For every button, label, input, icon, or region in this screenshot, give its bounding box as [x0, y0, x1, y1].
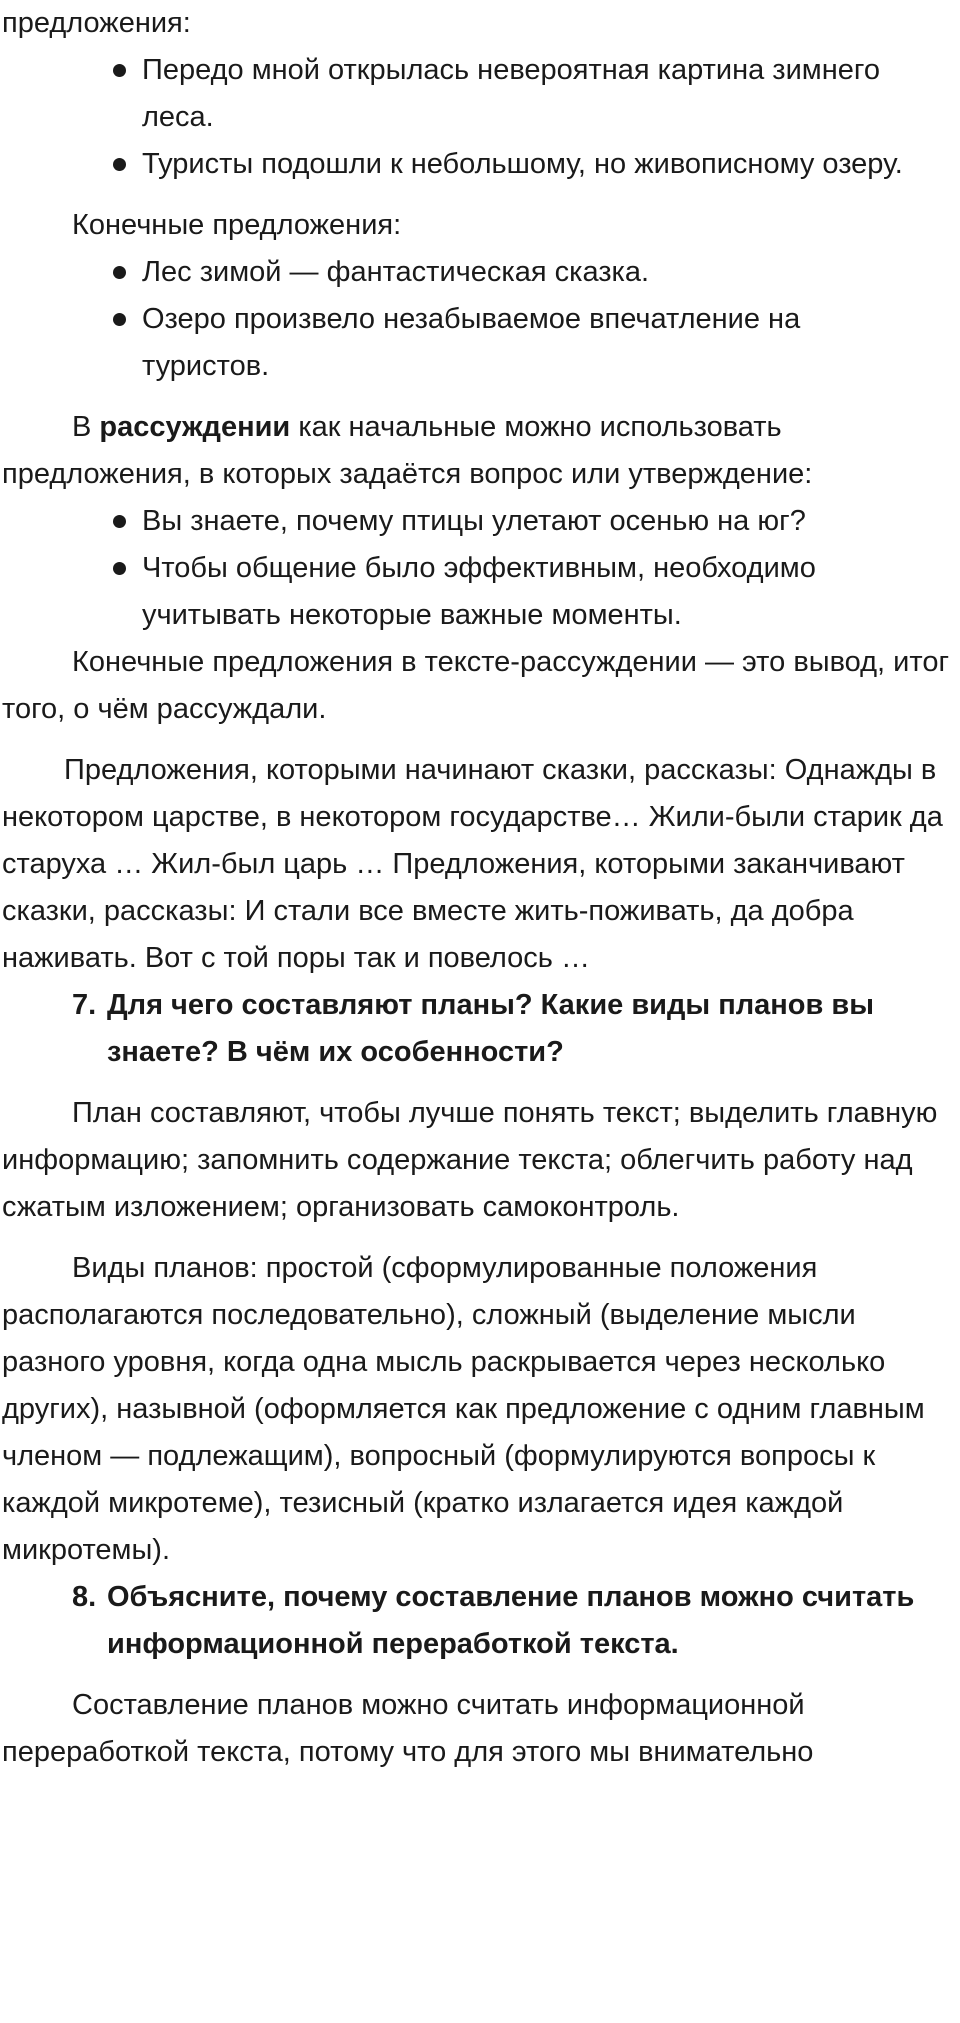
list-item: Лес зимой — фантастическая сказка.	[142, 249, 960, 296]
text-span: В	[72, 411, 100, 443]
paragraph-intro-tail: предложения:	[2, 7, 191, 39]
question-number: 8.	[72, 1581, 97, 1613]
bullet-list-final-sentences	[2, 249, 960, 390]
paragraph-final-label: Конечные предложения:	[72, 209, 402, 241]
question-number: 7.	[72, 989, 97, 1021]
bullet-list-initial-sentences	[2, 47, 960, 188]
paragraph-tales: Предложения, которыми начинают сказки, рассказы: Однажды в некотором царстве, в некотором государстве… Жили-были старик да старуха … Жил-был царь … Предложения, которыми заканчивают сказки, рассказы: И стали все вместе жить-поживать, да добра наживать. Вот с той поры так и повелось …	[2, 754, 943, 974]
question-8	[2, 1574, 960, 1668]
paragraph-answer-8: Составление планов можно считать информационной переработкой текста, потому что для этого мы внимательно	[2, 1689, 814, 1768]
list-item: Чтобы общение было эффективным, необходимо учитывать некоторые важные моменты.	[142, 545, 960, 639]
question-heading	[2, 1574, 960, 1668]
question-heading	[2, 982, 960, 1076]
list-item: Озеро произвело незабываемое впечатление на туристов.	[142, 296, 960, 390]
paragraph-reasoning-final: Конечные предложения в тексте-рассуждении — это вывод, итог того, о чём рассуждали.	[2, 646, 950, 725]
list-item: Вы знаете, почему птицы улетают осенью на юг?	[142, 498, 960, 545]
bold-term-reasoning: рассуждении	[99, 411, 291, 443]
question-7	[2, 982, 960, 1076]
list-item: Передо мной открылась невероятная картина зимнего леса.	[142, 47, 960, 141]
paragraph-reasoning	[2, 404, 960, 498]
bullet-list-reasoning-sentences	[2, 498, 960, 639]
question-text: Для чего составляют планы? Какие виды планов вы знаете? В чём их особенности?	[107, 989, 874, 1068]
question-text: Объясните, почему составление планов можно считать информационной переработкой текста.	[107, 1581, 915, 1660]
list-item: Туристы подошли к небольшому, но живописному озеру.	[142, 141, 960, 188]
paragraph-plan-purpose: План составляют, чтобы лучше понять текст; выделить главную информацию; запомнить содержание текста; облегчить работу над сжатым изложением; организовать самоконтроль.	[2, 1097, 938, 1223]
text-span: как начальные можно использовать предложения, в которых задаётся вопрос или утверждение:	[2, 411, 813, 490]
paragraph-plan-types: Виды планов: простой (сформулированные положения располагаются последовательно), сложный (выделение мысли разного уровня, когда одна мысль раскрывается через несколько других), назывной (оформляется как предложение с одним главным членом — подлежащим), вопросный (формулируются вопросы к каждой микротеме), тезисный (кратко излагается идея каждой микротемы).	[2, 1252, 925, 1566]
